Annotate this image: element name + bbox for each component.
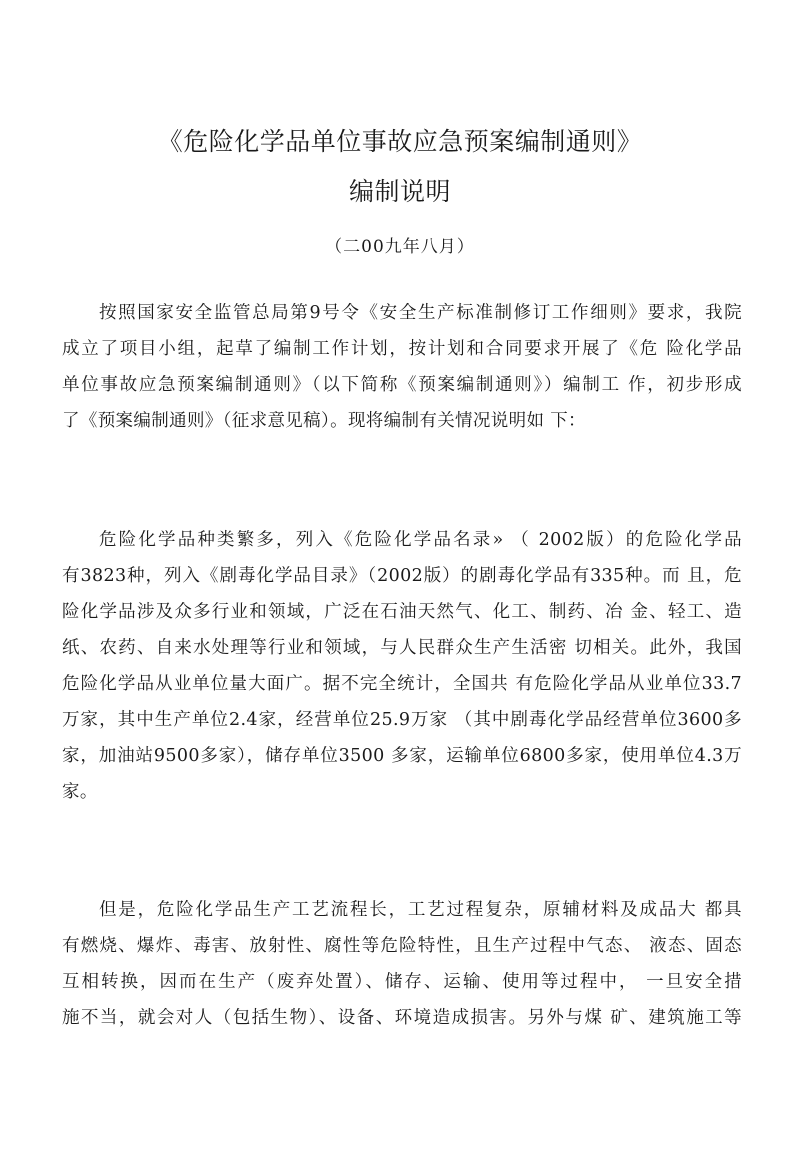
paragraph-line: 互相转换，因而在生产（废弃处置）、储存、运输、使用等过程中， 一旦安全措	[62, 972, 742, 992]
paragraph-2	[62, 522, 742, 810]
paragraph-1	[62, 295, 742, 439]
document-title: 《危险化学品单位事故应急预案编制通则》	[157, 127, 643, 156]
paragraph-line: 施不当，就会对人（包括生物）、设备、环境造成损害。另外与煤 矿、建筑施工等	[62, 1008, 742, 1028]
paragraph-line: 险化学品涉及众多行业和领域，广泛在石油天然气、化工、制药、冶 金、轻工、造	[62, 602, 742, 622]
paragraph-line: 了《预案编制通则》（征求意见稿）。现将编制有关情况说明如 下：	[62, 411, 586, 431]
paragraph-line: 但是，危险化学品生产工艺流程长，工艺过程复杂，原辅材料及成品大 都具	[99, 900, 742, 920]
paragraph-3	[62, 892, 742, 1036]
document-subtitle: 编制说明	[348, 177, 451, 206]
paragraph-line: 家。	[62, 782, 98, 802]
paragraph-line: 危险化学品种类繁多，列入《危险化学品名录» （ 2002版）的危险化学品	[99, 530, 742, 550]
paragraph-line: 万家，其中生产单位2.4家，经营单位25.9万家 （其中剧毒化学品经营单位3600多	[62, 710, 742, 730]
paragraph-line: 有燃烧、爆炸、毒害、放射性、腐性等危险特性，且生产过程中气态、 液态、固态	[62, 936, 742, 956]
paragraph-line: 成立了项目小组，起草了编制工作计划，按计划和合同要求开展了《危 险化学品	[62, 339, 742, 359]
paragraph-line: 按照国家安全监管总局第9号令《安全生产标准制修订工作细则》要求，我院	[99, 303, 742, 323]
paragraph-line: 有3823种，列入《剧毒化学品目录》（2002版）的剧毒化学品有335种。而 且，危	[62, 566, 742, 586]
paragraph-line: 纸、农药、自来水处理等行业和领域，与人民群众生产生活密 切相关。此外，我国	[62, 638, 742, 658]
document-date: （二00九年八月）	[325, 237, 475, 257]
paragraph-line: 危险化学品从业单位量大面广。据不完全统计，全国共 有危险化学品从业单位33.7	[62, 674, 742, 694]
paragraph-line: 单位事故应急预案编制通则》（以下简称《预案编制通则》）编制工 作，初步形成	[62, 375, 742, 395]
paragraph-line: 家，加油站9500多家），储存单位3500 多家，运输单位6800多家，使用单位4.3万	[62, 746, 742, 766]
